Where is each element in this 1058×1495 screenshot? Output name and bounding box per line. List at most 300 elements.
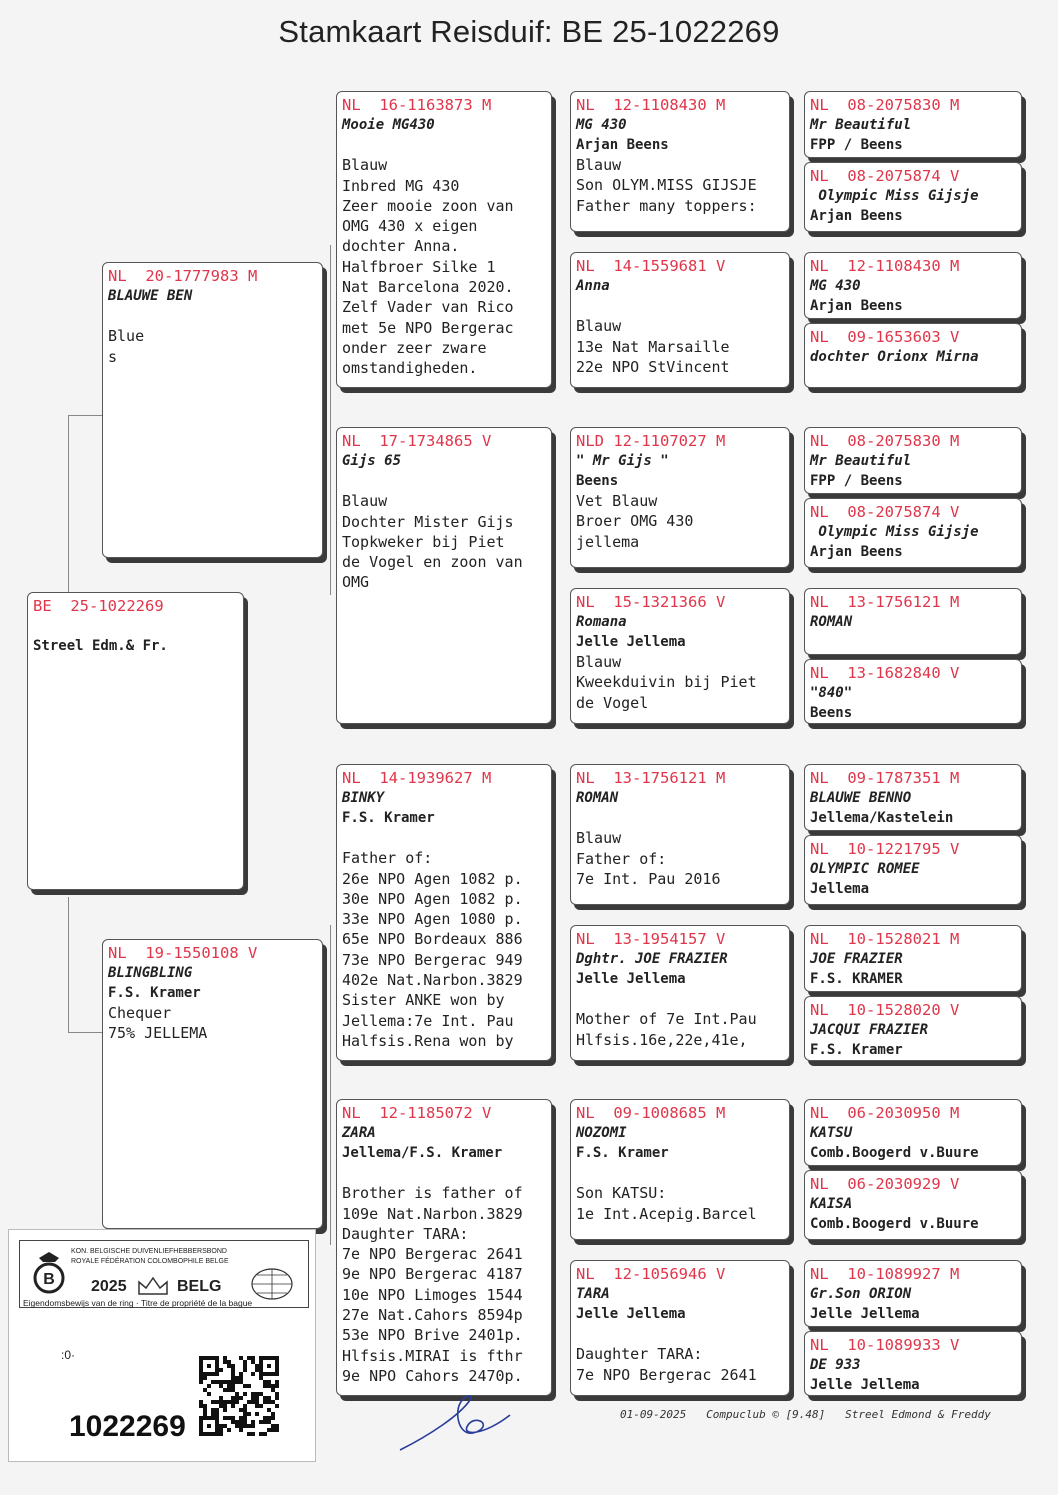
certificate-org-line2: ROYALE FÉDÉRATION COLOMBOPHILE BELGE: [71, 1258, 229, 1265]
qr-module: [219, 1380, 223, 1384]
qr-module: [215, 1372, 219, 1376]
ring-number: NL 06-2030950 M: [810, 1104, 960, 1122]
qr-module: [259, 1368, 263, 1372]
info-line: [576, 989, 784, 1009]
owner-name: Arjan Beens: [810, 208, 903, 224]
info-line: OMG: [342, 573, 370, 592]
qr-module: [243, 1392, 247, 1396]
ancestor-card: [804, 1170, 1022, 1240]
info-line: 7e NPO Bergerac 2641: [576, 1365, 757, 1384]
info-line: [576, 808, 784, 828]
ancestor-card: [804, 162, 1022, 232]
qr-module: [215, 1420, 219, 1424]
qr-module: [271, 1412, 275, 1416]
connector: [330, 245, 331, 595]
info-line: OMG 430 x eigen: [342, 217, 478, 236]
ancestor-card: [804, 323, 1022, 388]
grandparent-card: [336, 764, 552, 1061]
qr-module: [267, 1420, 271, 1424]
certificate-mark: :0·: [61, 1348, 76, 1362]
info-line: 9e NPO Cahors 2470p.: [342, 1366, 523, 1385]
qr-module: [243, 1412, 247, 1416]
qr-module: [255, 1364, 259, 1368]
connector: [330, 925, 331, 1245]
qr-module: [207, 1424, 211, 1428]
ring-number: NL 14-1559681 V: [576, 257, 726, 275]
info-line: 65e NPO Bordeaux 886: [342, 930, 523, 949]
qr-module: [271, 1356, 275, 1360]
info-line: [576, 1163, 784, 1183]
qr-module: [203, 1432, 207, 1436]
pigeon-name: KATSU: [810, 1125, 853, 1141]
info-line: 73e NPO Bergerac 949: [342, 950, 523, 969]
ring-number: NL 10-1221795 V: [810, 840, 960, 858]
info-line: 22e NPO StVincent: [576, 357, 730, 376]
info-line: onder zeer zware: [342, 338, 487, 357]
pigeon-name: BLINGBLING: [108, 965, 193, 981]
qr-module: [203, 1412, 207, 1416]
pigeon-name: TARA: [576, 1286, 610, 1302]
qr-module: [267, 1384, 271, 1388]
svg-text:B: B: [43, 1271, 55, 1288]
qr-module: [259, 1420, 263, 1424]
qr-module: [275, 1396, 279, 1400]
qr-module: [215, 1400, 219, 1404]
qr-module: [263, 1400, 267, 1404]
info-line: Vet Blauw: [576, 492, 658, 510]
info-line: 7e Int. Pau 2016: [576, 869, 721, 888]
qr-module: [223, 1388, 227, 1392]
qr-module: [215, 1424, 219, 1428]
qr-module: [275, 1404, 279, 1408]
qr-module: [239, 1372, 243, 1376]
qr-module: [219, 1404, 223, 1408]
qr-module: [203, 1404, 207, 1408]
info-line: 53e NPO Brive 2401p.: [342, 1326, 523, 1345]
qr-module: [235, 1396, 239, 1400]
owner-name: Streel Edm.& Fr.: [33, 638, 168, 655]
qr-module: [255, 1400, 259, 1404]
qr-module: [271, 1372, 275, 1376]
qr-module: [239, 1420, 243, 1424]
qr-module: [243, 1404, 247, 1408]
qr-module: [259, 1364, 263, 1368]
pigeon-name: MG 430: [576, 117, 627, 133]
pigeon-name: Gr.Son ORION: [810, 1286, 912, 1302]
ring-number: NL 08-2075874 V: [810, 503, 960, 521]
info-line: Jellema:7e Int. Pau: [342, 1011, 514, 1030]
qr-module: [251, 1356, 255, 1360]
pigeon-name: DE 933: [810, 1357, 861, 1373]
qr-module: [275, 1372, 279, 1376]
info-line: 402e Nat.Narbon.3829: [342, 971, 523, 990]
qr-module: [203, 1416, 207, 1420]
info-line: [342, 1163, 546, 1183]
qr-module: [219, 1424, 223, 1428]
qr-module: [199, 1380, 203, 1384]
qr-module: [271, 1424, 275, 1428]
ring-number: NL 16-1163873 M: [342, 96, 492, 114]
qr-module: [259, 1376, 263, 1380]
info-line: 109e Nat.Narbon.3829: [342, 1204, 523, 1223]
qr-module: [239, 1416, 243, 1420]
owner-name: F.S. Kramer: [576, 1145, 669, 1161]
ring-number: NLD 12-1107027 M: [576, 432, 726, 450]
qr-module: [259, 1392, 263, 1396]
qr-module: [199, 1404, 203, 1408]
info-line: Zeer mooie zoon van: [342, 196, 514, 215]
qr-module: [267, 1428, 271, 1432]
qr-module: [271, 1416, 275, 1420]
ancestor-card: [804, 1331, 1022, 1396]
qr-module: [199, 1400, 203, 1404]
qr-module: [199, 1368, 203, 1372]
qr-module: [199, 1428, 203, 1432]
qr-module: [267, 1380, 271, 1384]
qr-module: [203, 1408, 207, 1412]
info-line: 10e NPO Limoges 1544: [342, 1285, 523, 1304]
info-line: Son OLYM.MISS GIJSJE: [576, 176, 757, 195]
info-line: Brother is father of: [342, 1184, 523, 1203]
ancestor-card: [804, 588, 1022, 655]
qr-module: [231, 1400, 235, 1404]
qr-module: [211, 1372, 215, 1376]
pigeon-name: Olympic Miss Gijsje: [810, 188, 979, 204]
qr-module: [223, 1424, 227, 1428]
dam-card: [102, 939, 323, 1229]
qr-module: [275, 1364, 279, 1368]
qr-module: [207, 1416, 211, 1420]
qr-module: [247, 1412, 251, 1416]
qr-module: [199, 1376, 203, 1380]
qr-module: [251, 1396, 255, 1400]
qr-module: [263, 1356, 267, 1360]
qr-module: [251, 1424, 255, 1428]
info-line: Blauw: [576, 653, 622, 671]
pigeon-name: Romana: [576, 614, 627, 630]
owner-name: F.S. Kramer: [810, 1042, 903, 1058]
qr-module: [247, 1384, 251, 1388]
info-line: Topkweker bij Piet: [342, 532, 505, 551]
owner-name: Arjan Beens: [810, 298, 903, 314]
info-line: Broer OMG 430: [576, 512, 694, 531]
pigeon-name: BINKY: [342, 790, 385, 806]
pigeon-name: BLAUWE BEN: [108, 288, 193, 304]
qr-module: [259, 1360, 263, 1364]
qr-module: [215, 1432, 219, 1436]
qr-module: [219, 1400, 223, 1404]
info-line: Chequer: [108, 1004, 172, 1022]
qr-module: [275, 1356, 279, 1360]
qr-module: [219, 1396, 223, 1400]
pigeon-name: ZARA: [342, 1125, 376, 1141]
connector: [68, 1032, 102, 1033]
owner-name: Arjan Beens: [576, 137, 669, 153]
pigeon-name: Mr Beautiful: [810, 453, 912, 469]
qr-module: [267, 1372, 271, 1376]
qr-module: [275, 1384, 279, 1388]
qr-module: [263, 1380, 267, 1384]
connector: [68, 415, 69, 595]
qr-module: [227, 1360, 231, 1364]
ring-number: NL 13-1682840 V: [810, 664, 960, 682]
pigeon-name: BLAUWE BENNO: [810, 790, 912, 806]
ring-number: NL 14-1939627 M: [342, 769, 492, 787]
qr-module: [231, 1396, 235, 1400]
qr-module: [227, 1388, 231, 1392]
ancestor-card: [804, 91, 1022, 158]
info-line: Kweekduivin bij Piet: [576, 673, 757, 692]
ring-number: NL 13-1756121 M: [810, 593, 960, 611]
qr-module: [235, 1420, 239, 1424]
qr-module: [235, 1424, 239, 1428]
qr-module: [231, 1384, 235, 1388]
crown-icon: [135, 1274, 171, 1298]
qr-module: [275, 1424, 279, 1428]
pigeon-name: KAISA: [810, 1196, 853, 1212]
info-line: Hlfsis.MIRAI is fthr: [342, 1346, 523, 1365]
qr-module: [267, 1416, 271, 1420]
ring-number: BE 25-1022269: [33, 597, 164, 615]
info-line: Sister ANKE won by: [342, 991, 505, 1010]
great-grandparent-card: [570, 427, 790, 568]
qr-module: [211, 1412, 215, 1416]
pigeon-name: JACQUI FRAZIER: [810, 1022, 929, 1038]
ring-number: NL 19-1550108 V: [108, 944, 258, 962]
qr-module: [263, 1416, 267, 1420]
pigeon-name: MG 430: [810, 278, 861, 294]
ring-number: NL 10-1528021 M: [810, 930, 960, 948]
qr-module: [267, 1400, 271, 1404]
pigeon-name: Olympic Miss Gijsje: [810, 524, 979, 540]
qr-module: [239, 1356, 243, 1360]
qr-module: [207, 1432, 211, 1436]
qr-module: [263, 1384, 267, 1388]
owner-name: Jellema: [810, 881, 870, 897]
qr-module: [267, 1408, 271, 1412]
qr-module: [255, 1404, 259, 1408]
owner-name: Jellema/Kastelein: [810, 810, 954, 826]
qr-module: [239, 1424, 243, 1428]
qr-module: [203, 1372, 207, 1376]
sire-card: [102, 262, 323, 558]
owner-name: Jelle Jellema: [810, 1377, 920, 1393]
qr-module: [259, 1372, 263, 1376]
pigeon-name: "840": [810, 685, 853, 701]
info-line: 1e Int.Acepig.Barcel: [576, 1204, 757, 1223]
qr-module: [211, 1356, 215, 1360]
qr-module: [243, 1424, 247, 1428]
ancestor-card: [804, 764, 1022, 831]
pigeon-name: " Mr Gijs ": [576, 453, 669, 469]
qr-module: [231, 1368, 235, 1372]
qr-module: [211, 1416, 215, 1420]
subject-card: [27, 592, 244, 890]
ring-number: NL 10-1089933 V: [810, 1336, 960, 1354]
owner-name: Jelle Jellema: [576, 971, 686, 987]
qr-module: [211, 1400, 215, 1404]
info-line: Blauw: [576, 156, 622, 174]
qr-module: [215, 1356, 219, 1360]
qr-module: [243, 1360, 247, 1364]
qr-module: [259, 1432, 263, 1436]
info-line: s: [108, 347, 118, 366]
info-line: Halfsis.Rena won by: [342, 1031, 514, 1050]
qr-module: [271, 1384, 275, 1388]
pigeon-name: Dghtr. JOE FRAZIER: [576, 951, 728, 967]
info-line: omstandigheden.: [342, 359, 478, 378]
info-line: Nat Barcelona 2020.: [342, 278, 514, 297]
qr-module: [199, 1356, 203, 1360]
info-line: Father many toppers:: [576, 196, 757, 215]
info-line: de Vogel: [576, 693, 649, 712]
qr-module: [215, 1408, 219, 1412]
globe-icon: [249, 1266, 295, 1302]
qr-module: [243, 1408, 247, 1412]
grandparent-card: [336, 1099, 552, 1396]
qr-module: [251, 1432, 255, 1436]
qr-module: [239, 1380, 243, 1384]
info-line: 7e NPO Bergerac 2641: [342, 1245, 523, 1264]
qr-module: [275, 1392, 279, 1396]
qr-module: [263, 1372, 267, 1376]
qr-module: [215, 1368, 219, 1372]
qr-module: [215, 1428, 219, 1432]
ancestor-card: [804, 1099, 1022, 1166]
owner-name: Comb.Boogerd v.Buure: [810, 1216, 979, 1232]
great-grandparent-card: [570, 1099, 790, 1240]
page-title: Stamkaart Reisduif: BE 25-1022269: [278, 14, 780, 49]
qr-module: [247, 1400, 251, 1404]
qr-module: [199, 1372, 203, 1376]
ring-number: NL 08-2075830 M: [810, 432, 960, 450]
qr-module: [231, 1388, 235, 1392]
qr-module: [223, 1408, 227, 1412]
ring-number: NL 09-1653603 V: [810, 328, 960, 346]
owner-name: Comb.Boogerd v.Buure: [810, 1145, 979, 1161]
owner-name: F.S. Kramer: [342, 810, 435, 826]
qr-module: [227, 1428, 231, 1432]
qr-module: [223, 1400, 227, 1404]
qr-module: [227, 1380, 231, 1384]
footer-text: 01-09-2025 Compuclub © [9.48] Streel Edmond & Freddy: [620, 1408, 991, 1421]
qr-module: [267, 1396, 271, 1400]
pigeon-name: Mooie MG430: [342, 117, 435, 133]
qr-module: [211, 1408, 215, 1412]
qr-module: [243, 1416, 247, 1420]
qr-module: [239, 1376, 243, 1380]
certificate-country: BELG: [177, 1278, 222, 1295]
qr-module: [231, 1372, 235, 1376]
qr-module: [255, 1368, 259, 1372]
qr-module: [211, 1432, 215, 1436]
qr-module: [231, 1376, 235, 1380]
qr-module: [243, 1384, 247, 1388]
qr-module: [251, 1392, 255, 1396]
info-line: 75% JELLEMA: [108, 1024, 208, 1043]
qr-module: [199, 1432, 203, 1436]
qr-module: [275, 1380, 279, 1384]
qr-module: [267, 1364, 271, 1368]
pigeon-name: Mr Beautiful: [810, 117, 912, 133]
qr-module: [239, 1396, 243, 1400]
info-line: de Vogel en zoon van: [342, 553, 523, 572]
qr-module: [215, 1360, 219, 1364]
qr-module: [235, 1400, 239, 1404]
ancestor-card: [804, 996, 1022, 1061]
ring-number: NL 20-1777983 M: [108, 267, 258, 285]
owner-name: Beens: [576, 473, 619, 489]
qr-module: [199, 1416, 203, 1420]
qr-module: [251, 1372, 255, 1376]
info-line: Father of:: [576, 849, 667, 868]
info-line: 33e NPO Agen 1080 p.: [342, 910, 523, 929]
ancestor-card: [804, 925, 1022, 992]
qr-module: [227, 1384, 231, 1388]
info-line: Blauw: [576, 317, 622, 336]
qr-module: [275, 1368, 279, 1372]
qr-module: [227, 1364, 231, 1368]
pigeon-name: OLYMPIC ROMEE: [810, 861, 920, 877]
grandparent-card: [336, 427, 552, 724]
info-line: met 5e NPO Bergerac: [342, 318, 514, 337]
info-line: Hlfsis.16e,22e,41e,: [576, 1030, 748, 1049]
qr-module: [239, 1428, 243, 1432]
info-line: Blue: [108, 327, 145, 346]
qr-module: [271, 1428, 275, 1432]
owner-name: Arjan Beens: [810, 544, 903, 560]
ring-number: NL 08-2075874 V: [810, 167, 960, 185]
certificate-org-line1: KON. BELGISCHE DUIVENLIEFHEBBERSBOND: [71, 1248, 227, 1255]
qr-module: [231, 1416, 235, 1420]
pigeon-name: Anna: [576, 278, 610, 294]
info-line: Dochter Mister Gijs: [342, 512, 514, 531]
qr-module: [263, 1432, 267, 1436]
connector: [68, 415, 102, 416]
info-line: [576, 1324, 784, 1344]
ring-number: NL 10-1089927 M: [810, 1265, 960, 1283]
qr-module: [199, 1364, 203, 1368]
qr-module: [203, 1388, 207, 1392]
info-line: 27e Nat.Cahors 8594p: [342, 1306, 523, 1325]
qr-module: [231, 1404, 235, 1408]
qr-module: [243, 1420, 247, 1424]
owner-name: F.S. KRAMER: [810, 971, 903, 987]
ancestor-card: [804, 252, 1022, 319]
ring-number: NL 12-1056946 V: [576, 1265, 726, 1283]
qr-module: [207, 1384, 211, 1388]
info-line: 9e NPO Bergerac 4187: [342, 1265, 523, 1284]
qr-module: [235, 1392, 239, 1396]
ancestor-card: [804, 659, 1022, 724]
info-line: 26e NPO Agen 1082 p.: [342, 869, 523, 888]
ring-number: NL 17-1734865 V: [342, 432, 492, 450]
qr-module: [231, 1364, 235, 1368]
owner-name: F.S. Kramer: [108, 985, 201, 1001]
ring-number: NL 08-2075830 M: [810, 96, 960, 114]
ring-number: NL 09-1787351 M: [810, 769, 960, 787]
qr-module: [203, 1376, 207, 1380]
qr-module: [231, 1380, 235, 1384]
qr-module: [219, 1428, 223, 1432]
info-line: Daughter TARA:: [576, 1345, 703, 1364]
great-grandparent-card: [570, 91, 790, 232]
ring-number: NL 12-1185072 V: [342, 1104, 492, 1122]
qr-module: [199, 1360, 203, 1364]
ancestor-card: [804, 835, 1022, 905]
great-grandparent-card: [570, 588, 790, 724]
info-line: [342, 135, 546, 155]
